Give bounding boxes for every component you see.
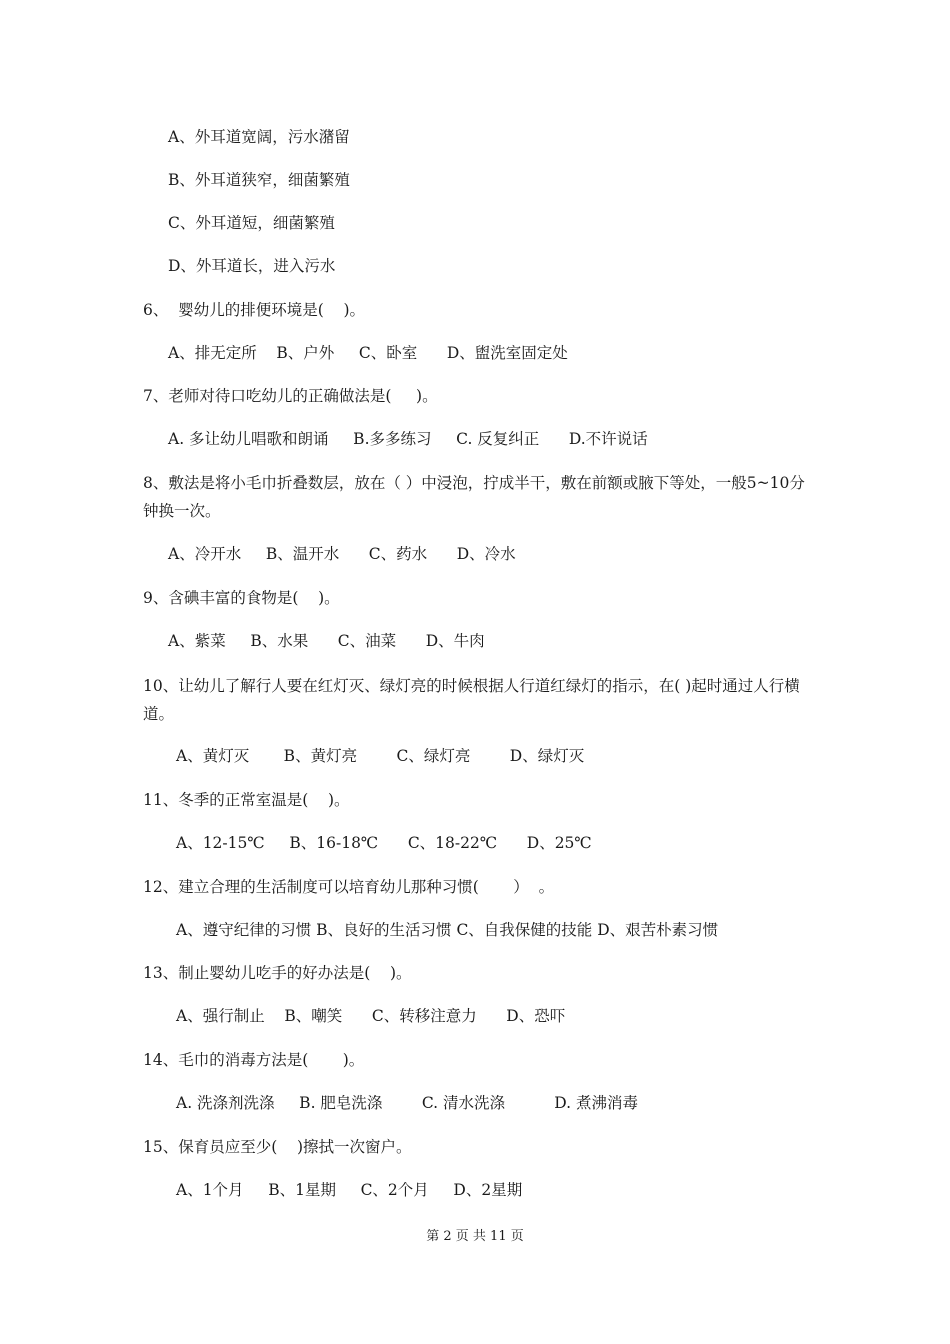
q5-option-a: A、外耳道宽阔，污水潴留 <box>168 128 350 146</box>
question-10: 10、让幼儿了解行人要在红灯灭、绿灯亮的时候根据人行道红绿灯的指示，在( )起时通过人行横道。 <box>143 677 800 723</box>
page-footer: 第 2 页 共 11 页 <box>426 1229 524 1244</box>
question-15: 15、保育员应至少( )擦拭一次窗户。 <box>143 1138 412 1156</box>
question-6: 6、 婴幼儿的排便环境是( )。 <box>143 301 366 319</box>
question-13: 13、制止婴幼儿吃手的好办法是( )。 <box>143 964 412 982</box>
question-10-options: A、黄灯灭 B、黄灯亮 C、绿灯亮 D、绿灯灭 <box>176 747 585 765</box>
q5-option-b: B、外耳道狭窄，细菌繁殖 <box>168 171 350 189</box>
question-12-options: A、遵守纪律的习惯 B、良好的生活习惯 C、自我保健的技能 D、艰苦朴素习惯 <box>176 921 719 939</box>
question-8: 8、敷法是将小毛巾折叠数层，放在（ ）中浸泡，拧成半干，敷在前额或腋下等处，一般5~10分钟换一次。 <box>143 474 805 520</box>
question-8-options: A、冷开水 B、温开水 C、药水 D、冷水 <box>168 545 516 563</box>
question-7: 7、老师对待口吃幼儿的正确做法是( )。 <box>143 387 438 405</box>
question-9-options: A、紫菜 B、水果 C、油菜 D、牛肉 <box>168 632 485 650</box>
question-11: 11、冬季的正常室温是( )。 <box>143 791 350 809</box>
question-12: 12、建立合理的生活制度可以培育幼儿那种习惯( ） 。 <box>143 878 555 896</box>
q5-option-c: C、外耳道短，细菌繁殖 <box>168 214 335 232</box>
question-15-options: A、1个月 B、1星期 C、2个月 D、2星期 <box>176 1181 523 1199</box>
question-11-options: A、12-15℃ B、16-18℃ C、18-22℃ D、25℃ <box>176 834 592 852</box>
question-13-options: A、强行制止 B、嘲笑 C、转移注意力 D、恐吓 <box>176 1007 566 1025</box>
question-14: 14、毛巾的消毒方法是( )。 <box>143 1051 365 1069</box>
question-7-options: A. 多让幼儿唱歌和朗诵 B.多多练习 C. 反复纠正 D.不许说话 <box>168 430 648 448</box>
question-14-options: A. 洗涤剂洗涤 B. 肥皂洗涤 C. 清水洗涤 D. 煮沸消毒 <box>176 1094 639 1112</box>
question-6-options: A、排无定所 B、户外 C、卧室 D、盥洗室固定处 <box>168 344 568 362</box>
q5-option-d: D、外耳道长，进入污水 <box>168 257 336 275</box>
question-9: 9、含碘丰富的食物是( )。 <box>143 589 340 607</box>
